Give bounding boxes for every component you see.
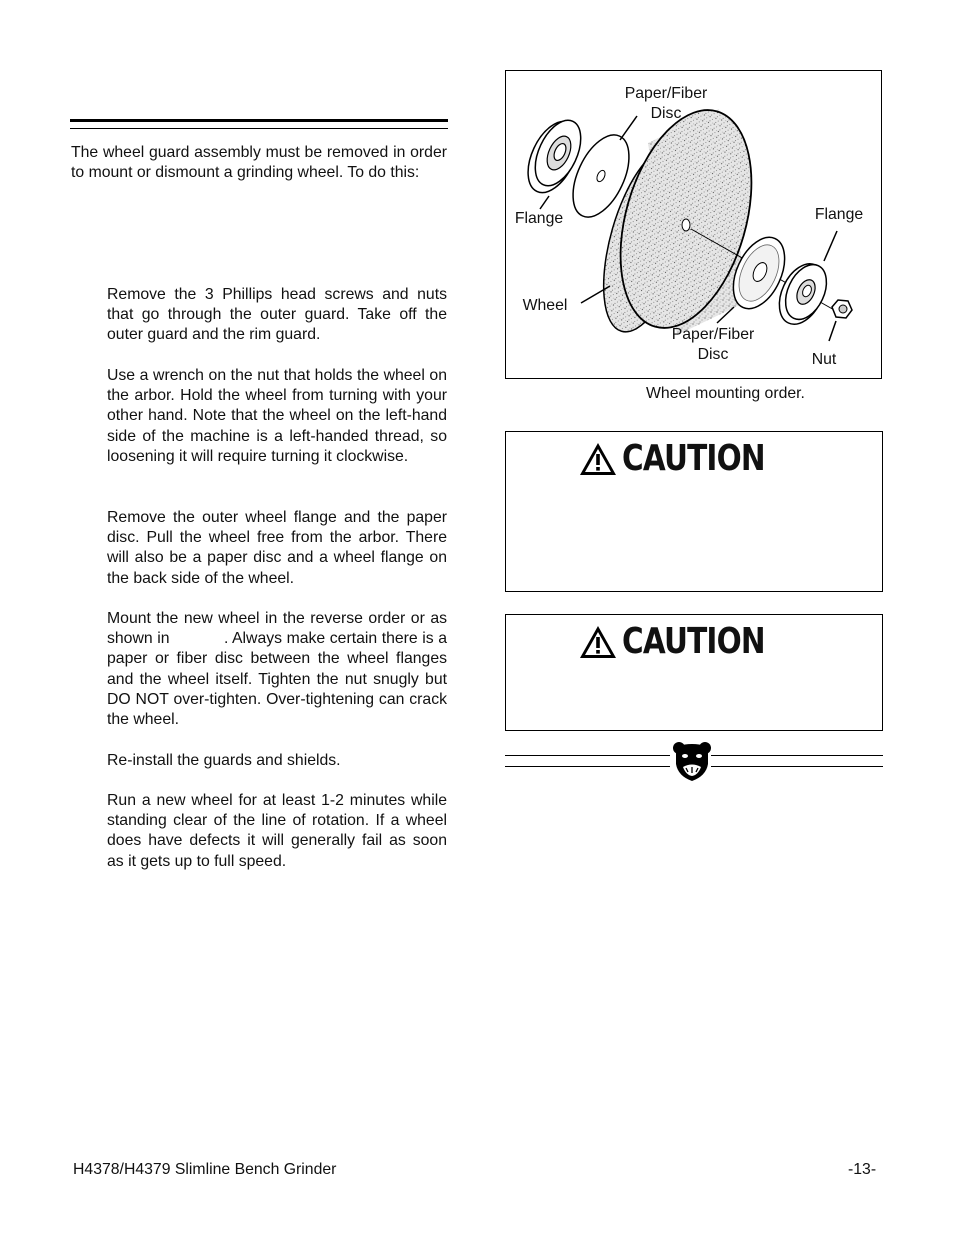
section-rule-thin (70, 128, 448, 129)
step-3: Remove the outer wheel flange and the paper disc. Pull the wheel free from the arbor. There will also be a paper disc and a wheel flange on the back side of the wheel. (107, 509, 447, 587)
label-wheel: Wheel (522, 297, 568, 314)
leader-nut (829, 321, 836, 341)
step-4: Mount the new wheel in the reverse order or as shown in . Always make certain there is a paper or fiber disc between the wheel flanges and the wheel itself. Tighten the nut snugly but DO NOT over-tighten. Over-tightening can crack the wheel. (107, 610, 452, 729)
wheel-mounting-figure (505, 70, 882, 379)
divider-left-top (505, 755, 670, 756)
leader-right-flange (824, 231, 837, 261)
divider-left-bottom (505, 766, 670, 767)
label-right-flange: Flange (814, 206, 864, 223)
nut-icon (832, 300, 852, 318)
footer-page-number: -13- (848, 1161, 877, 1178)
caution-header-2 (578, 621, 796, 663)
divider-right-top (711, 755, 883, 756)
divider-right-bottom (711, 766, 883, 767)
warning-triangle-icon (578, 441, 618, 477)
caution-word-1: CAUTION (622, 438, 765, 479)
leader-left-flange (540, 196, 549, 209)
caution-word-2: CAUTION (622, 621, 765, 662)
footer-title: H4378/H4379 Slimline Bench Grinder (73, 1161, 337, 1178)
intro-paragraph: The wheel guard assembly must be removed in order to mount or dismount a grinding wheel. To do this: (71, 144, 447, 182)
grizzly-bear-logo-icon (672, 740, 712, 782)
step-2: Use a wrench on the nut that holds the wheel on the arbor. Hold the wheel from turning with your other hand. Note that the wheel on the left-hand side of the machine is a left-handed thread, so loosening it will require turning it clockwise. (107, 367, 447, 465)
label-left-flange: Flange (514, 210, 564, 227)
step-5: Re-install the guards and shields. (107, 752, 341, 769)
caution-header-1 (578, 438, 796, 480)
step-6: Run a new wheel for at least 1-2 minutes while standing clear of the line of rotation. If a wheel does have defects it will generally fail as soon as it gets up to full speed. (107, 792, 447, 870)
warning-triangle-icon (578, 624, 618, 660)
label-nut: Nut (811, 351, 837, 368)
caution-box-2 (505, 614, 883, 731)
caution-box-1 (505, 431, 883, 592)
figure-caption: Wheel mounting order. (646, 385, 805, 402)
step-1: Remove the 3 Phillips head screws and nuts that go through the outer guard. Take off the outer guard and the rim guard. (107, 286, 447, 344)
section-rule-thick (70, 119, 448, 122)
label-top-paper-disc: Paper/Fiber Disc (624, 85, 708, 122)
label-bottom-paper-disc: Paper/Fiber Disc (671, 326, 755, 363)
